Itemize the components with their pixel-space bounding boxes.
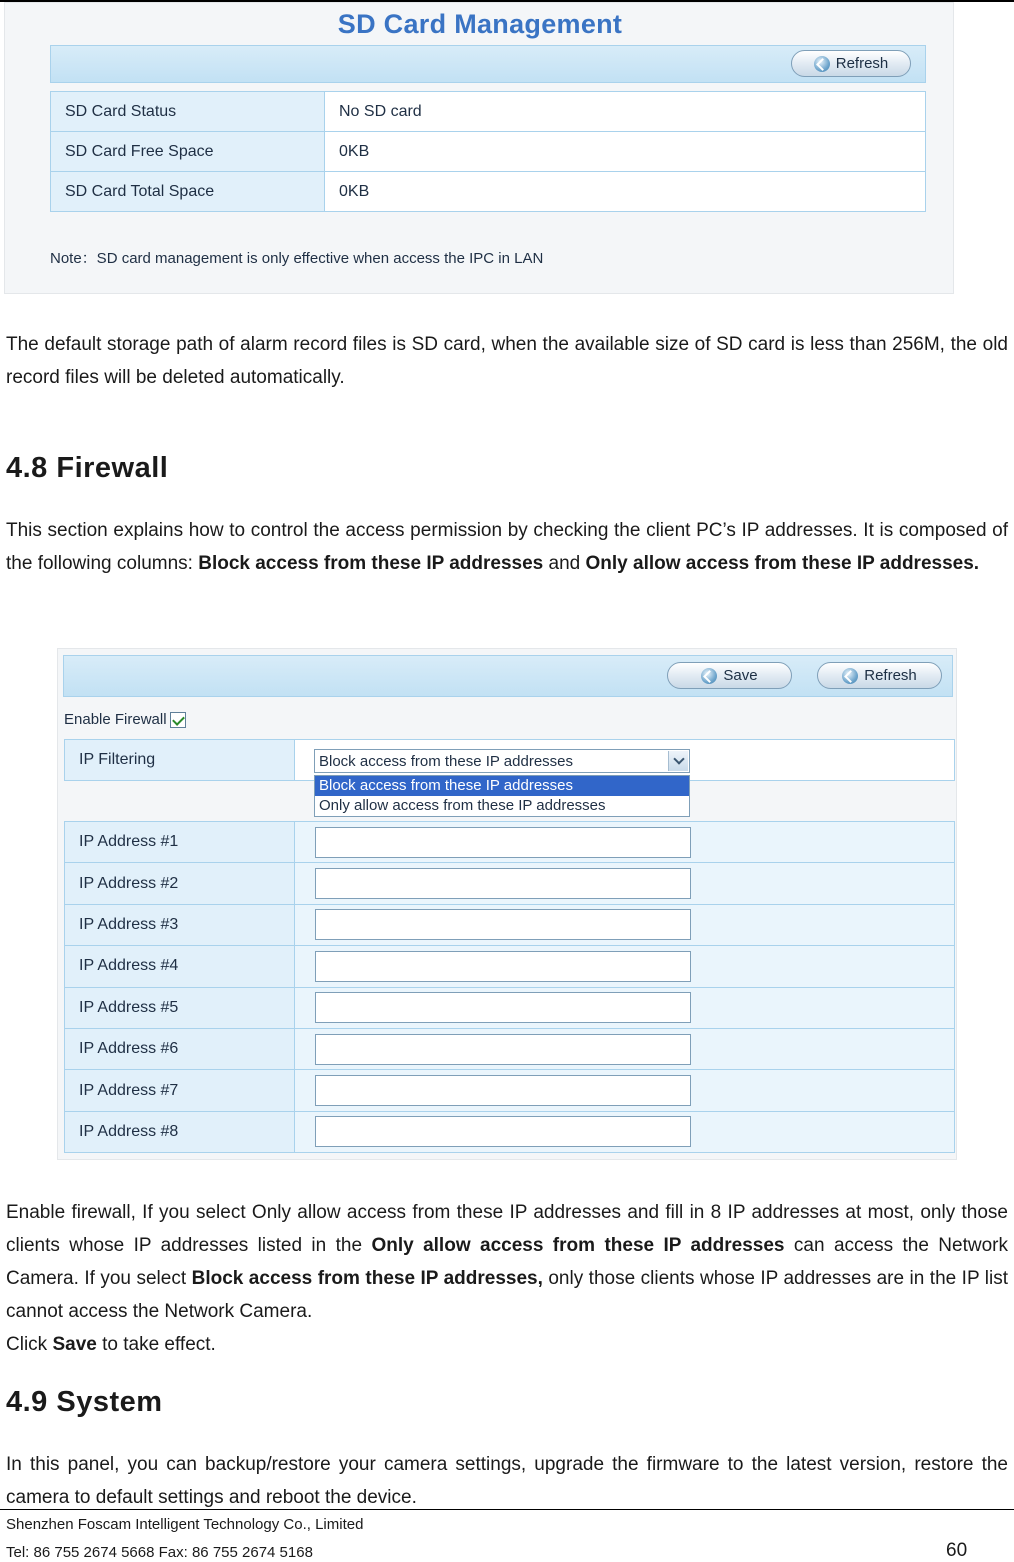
ip-address-2-input[interactable] — [315, 868, 691, 899]
firewall-explanation-bold-1: Only allow access from these IP addresses — [371, 1235, 785, 1256]
ip-filtering-selected-value: Block access from these IP addresses — [319, 752, 574, 770]
click-save-bold: Save — [52, 1334, 97, 1355]
table-row — [65, 822, 955, 863]
ip-address-3-label: IP Address #3 — [65, 904, 295, 945]
ip-address-2-label: IP Address #2 — [65, 863, 295, 904]
sd-card-note: Note：SD card management is only effective when access the IPC in LAN — [50, 250, 544, 267]
enable-firewall-row — [64, 711, 186, 728]
ip-address-8-label: IP Address #8 — [65, 1111, 295, 1152]
system-paragraph: In this panel, you can backup/restore your camera settings, upgrade the firmware to the latest version, restore the camera to default settings and reboot the device. — [6, 1454, 1008, 1508]
table-row — [51, 92, 926, 132]
firewall-explanation-bold-2: Block access from these IP addresses, — [191, 1268, 543, 1289]
click-save-post: to take effect. — [96, 1334, 216, 1355]
save-icon — [701, 668, 717, 684]
footer-company: Shenzhen Foscam Intelligent Technology Co., Limited — [6, 1516, 364, 1533]
table-row — [51, 172, 926, 212]
sd-status-label: SD Card Status — [51, 92, 325, 132]
system-heading: 4.9 System — [6, 1386, 163, 1418]
ip-address-4-label: IP Address #4 — [65, 946, 295, 987]
table-row — [65, 946, 955, 987]
refresh-button[interactable] — [817, 662, 942, 689]
sd-card-info-table — [50, 91, 926, 212]
sd-refresh-label: Refresh — [835, 55, 889, 72]
click-save-paragraph — [6, 1328, 1008, 1361]
ip-address-7-input[interactable] — [315, 1075, 691, 1106]
footer-rule — [0, 1509, 1014, 1510]
table-row — [65, 987, 955, 1028]
sd-total-space-label: SD Card Total Space — [51, 172, 325, 212]
table-row — [65, 1111, 955, 1152]
firewall-intro-bold-2: Only allow access from these IP addresses. — [585, 553, 980, 574]
ip-address-6-label: IP Address #6 — [65, 1028, 295, 1069]
firewall-intro-bold-1: Block access from these IP addresses — [198, 553, 544, 574]
table-row — [65, 904, 955, 945]
sd-refresh-button[interactable] — [791, 50, 911, 77]
option-only-allow-access[interactable]: Only allow access from these IP addresses — [319, 797, 606, 814]
table-row — [51, 132, 926, 172]
ip-address-5-input[interactable] — [315, 992, 691, 1023]
sd-free-space-label: SD Card Free Space — [51, 132, 325, 172]
sd-card-title: SD Card Management — [337, 9, 623, 39]
sd-free-space-value: 0KB — [325, 132, 926, 172]
ip-filtering-label: IP Filtering — [65, 740, 295, 780]
enable-firewall-checkbox[interactable] — [170, 712, 186, 728]
ip-address-7-label: IP Address #7 — [65, 1070, 295, 1111]
footer-contact: Tel: 86 755 2674 5668 Fax: 86 755 2674 5168 — [6, 1544, 313, 1561]
firewall-explanation-text-3: only those clients whose IP addresses are in the IP list cannot access the Network Camera. — [6, 1268, 1008, 1322]
chevron-down-icon[interactable] — [668, 751, 688, 771]
firewall-panel — [57, 648, 957, 1160]
ip-address-8-input[interactable] — [315, 1116, 691, 1147]
firewall-intro-paragraph — [6, 514, 1008, 580]
ip-address-1-input[interactable] — [315, 827, 691, 858]
firewall-heading: 4.8 Firewall — [6, 452, 169, 484]
refresh-icon — [814, 56, 830, 72]
ip-address-3-input[interactable] — [315, 909, 691, 940]
click-save-pre: Click — [6, 1334, 53, 1355]
ip-address-1-label: IP Address #1 — [65, 822, 295, 863]
firewall-explanation-text-2: can access the Network Camera. If you select — [6, 1235, 1008, 1289]
firewall-intro-text-1: This section explains how to control the access permission by checking the client PC’s IP addresses. It is composed of the following columns: — [6, 520, 1008, 574]
firewall-explanation-paragraph — [6, 1196, 1008, 1328]
save-label: Save — [723, 667, 758, 684]
sd-total-space-value: 0KB — [325, 172, 926, 212]
refresh-icon — [842, 668, 858, 684]
table-row — [65, 863, 955, 904]
save-button[interactable] — [667, 662, 792, 689]
page-number: 60 — [946, 1540, 968, 1561]
storage-paragraph: The default storage path of alarm record files is SD card, when the available size of SD card is less than 256M, the old record files will be deleted automatically. — [6, 334, 1008, 388]
sd-status-value: No SD card — [325, 92, 926, 132]
firewall-intro-text-2: and — [543, 553, 586, 574]
ip-address-5-label: IP Address #5 — [65, 987, 295, 1028]
sd-card-management-panel — [4, 2, 954, 294]
refresh-label: Refresh — [864, 667, 917, 684]
firewall-explanation-text-1: Enable firewall, If you select Only allow access from these IP addresses and fill in 8 IP addresses at most, only those clients whose IP addresses listed in the — [6, 1202, 1008, 1256]
ip-address-table — [64, 821, 955, 1153]
ip-filtering-select[interactable] — [314, 749, 690, 773]
ip-address-4-input[interactable] — [315, 951, 691, 982]
enable-firewall-label: Enable Firewall — [64, 711, 167, 728]
ip-address-6-input[interactable] — [315, 1034, 691, 1065]
ip-filtering-dropdown — [314, 775, 690, 817]
option-block-access[interactable]: Block access from these IP addresses — [315, 776, 689, 796]
table-row — [65, 1070, 955, 1111]
table-row — [65, 1028, 955, 1069]
